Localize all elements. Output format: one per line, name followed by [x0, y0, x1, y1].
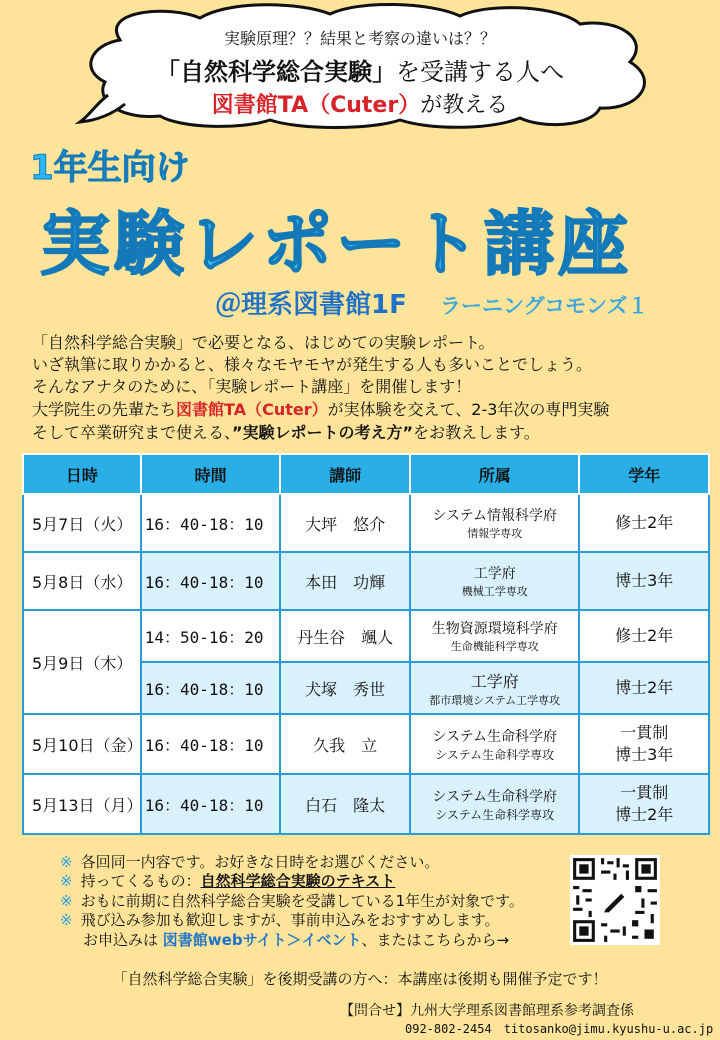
- intro-4b: が実体験を交えて、2-3年次の専門実験: [327, 400, 610, 419]
- intro-line-5: [32, 420, 540, 443]
- row-school: 生物資源環境科学府: [431, 621, 558, 637]
- intro-5-highlight: ”実験レポートの考え方”: [232, 423, 414, 442]
- row-dept: 都市環境システム工学専攻: [429, 693, 561, 707]
- row-year: 博士2年: [579, 662, 709, 714]
- header-year: 学年: [579, 454, 709, 494]
- row-lecturer: 白石 隆太: [280, 774, 410, 834]
- row-year: 修士2年: [579, 494, 709, 552]
- library-ta-label: 図書館TA（Cuter）: [211, 93, 421, 118]
- row-year-level: 博士3年: [615, 745, 674, 764]
- row-affiliation: [410, 552, 579, 610]
- header-lecturer: 講師: [280, 454, 410, 494]
- course-name: 「自然科学総合実験」: [156, 58, 396, 86]
- contact-details: 092-802-2454 titosanko@jimu.kyushu-u.ac.jp: [405, 1022, 714, 1036]
- row-year: 博士3年: [579, 552, 709, 610]
- intro-4a: 大学院生の先輩たち: [32, 400, 177, 419]
- intro-4-ta: 図書館TA（Cuter）: [176, 400, 328, 419]
- row-time: 14：50-16：20: [141, 610, 281, 662]
- bubble-presenter: [0, 88, 720, 119]
- note-mark: ※: [60, 853, 73, 871]
- row-time: 16：40-18：10: [141, 494, 281, 552]
- note-mark: ※: [60, 911, 73, 929]
- row-dept: 機械工学専攻: [461, 585, 528, 598]
- table-row: [23, 610, 709, 662]
- table-header-row: [23, 454, 709, 494]
- row-school: 工学府: [473, 566, 516, 582]
- note-mark: ※: [60, 892, 73, 910]
- intro-line-4: [32, 397, 609, 420]
- row-school: システム生命科学府: [432, 788, 557, 805]
- intro-line-2: いざ執筆に取りかかると、様々なモヤモヤが発生する人も多いことでしょう。: [32, 355, 593, 374]
- bubble-question: 実験原理？？結果と考察の違いは？？: [223, 29, 496, 48]
- row-time: 16：40-18：10: [141, 714, 281, 774]
- bubble-presenter-rest: が教える: [420, 93, 509, 118]
- row-date: 5月9日（木）: [23, 610, 141, 714]
- row-date: 5月10日（金）: [23, 714, 141, 774]
- header-affiliation: 所属: [410, 454, 579, 494]
- row-school: システム情報科学府: [432, 508, 557, 524]
- bubble-audience-rest: を受講する人へ: [396, 58, 564, 86]
- row-lecturer: 犬塚 秀世: [280, 662, 410, 714]
- venue-room: ラーニングコモンズ１: [440, 294, 649, 318]
- row-year: 修士2年: [579, 610, 709, 662]
- venue: ＠理系図書館1F: [215, 290, 407, 320]
- note-mark: ※: [60, 872, 73, 890]
- row-affiliation: [410, 714, 579, 774]
- table-row: [23, 774, 709, 834]
- note-1: [60, 851, 439, 872]
- row-time: 16：40-18：10: [141, 774, 281, 834]
- page-title: 実験レポート講座: [40, 203, 632, 285]
- row-affiliation: [410, 494, 579, 552]
- target-grade: 1年生向け: [30, 148, 190, 188]
- intro-line-3: そんなアナタのために、「実験レポート講座」を開催します！: [32, 377, 472, 396]
- row-dept: システム生命科学専攻: [435, 807, 555, 822]
- row-lecturer: 丹生谷 颯人: [280, 610, 410, 662]
- header-time: 時間: [141, 454, 281, 494]
- row-time: 16：40-18：10: [141, 552, 281, 610]
- row-date: 5月13日（月）: [23, 774, 141, 834]
- note-5: [83, 929, 509, 950]
- note-4: [60, 909, 500, 930]
- note-5c: 、またはこちらから→: [361, 931, 510, 949]
- row-school: システム生命科学府: [432, 728, 557, 745]
- row-lecturer: 本田 功輝: [280, 552, 410, 610]
- row-time: 16：40-18：10: [141, 662, 281, 714]
- row-year-program: 一貫制: [620, 783, 669, 802]
- table-row: [23, 714, 709, 774]
- later-semester-notice: 「自然科学総合実験」を後期受講の方へ：本講座は後期も開催予定です！: [112, 970, 608, 988]
- note-3: [60, 890, 524, 911]
- row-lecturer: 大坪 悠介: [280, 494, 410, 552]
- note-1-text: 各回同一内容です。お好きな日時をお選びください。: [80, 853, 440, 871]
- required-textbook: 自然科学総合実験のテキスト: [200, 872, 396, 890]
- row-date: 5月7日（火）: [23, 494, 141, 552]
- schedule-table: [22, 453, 710, 835]
- row-affiliation: [410, 662, 579, 714]
- row-school: 工学府: [470, 671, 519, 691]
- bubble-audience: [0, 52, 720, 87]
- intro-line-1: 「自然科学総合実験」で必要となる、はじめての実験レポート。: [32, 333, 495, 352]
- library-website-link[interactable]: 図書館webサイト＞イベント: [162, 931, 362, 949]
- note-3-text: おもに前期に自然科学総合実験を受講している1年生が対象です。: [80, 892, 524, 910]
- row-dept: 生命機能科学専攻: [450, 640, 539, 653]
- table-row: [23, 552, 709, 610]
- row-affiliation: [410, 610, 579, 662]
- row-year-program: 一貫制: [620, 723, 669, 742]
- row-affiliation: [410, 774, 579, 834]
- header-date: 日時: [23, 454, 141, 494]
- row-year: [579, 774, 709, 834]
- note-2: [60, 870, 395, 891]
- intro-5a: そして卒業研究まで使える、: [32, 423, 233, 442]
- qr-code[interactable]: [570, 855, 660, 945]
- row-year: [579, 714, 709, 774]
- intro-5c: をお教えします。: [413, 423, 540, 442]
- row-dept: システム生命科学専攻: [435, 747, 555, 762]
- row-year-level: 博士2年: [615, 805, 674, 824]
- row-date: 5月8日（水）: [23, 552, 141, 610]
- note-2-label: 持ってくるもの：: [80, 872, 201, 890]
- note-5a: お申込みは: [83, 931, 159, 949]
- contact-office: 【問合せ】九州大学理系図書館理系参考調査係: [340, 1003, 634, 1019]
- note-4-text: 飛び込み参加も歓迎しますが、事前申込みをおすすめします。: [80, 911, 500, 929]
- row-lecturer: 久我 立: [280, 714, 410, 774]
- row-dept: 情報学専攻: [467, 527, 523, 540]
- table-row: [23, 494, 709, 552]
